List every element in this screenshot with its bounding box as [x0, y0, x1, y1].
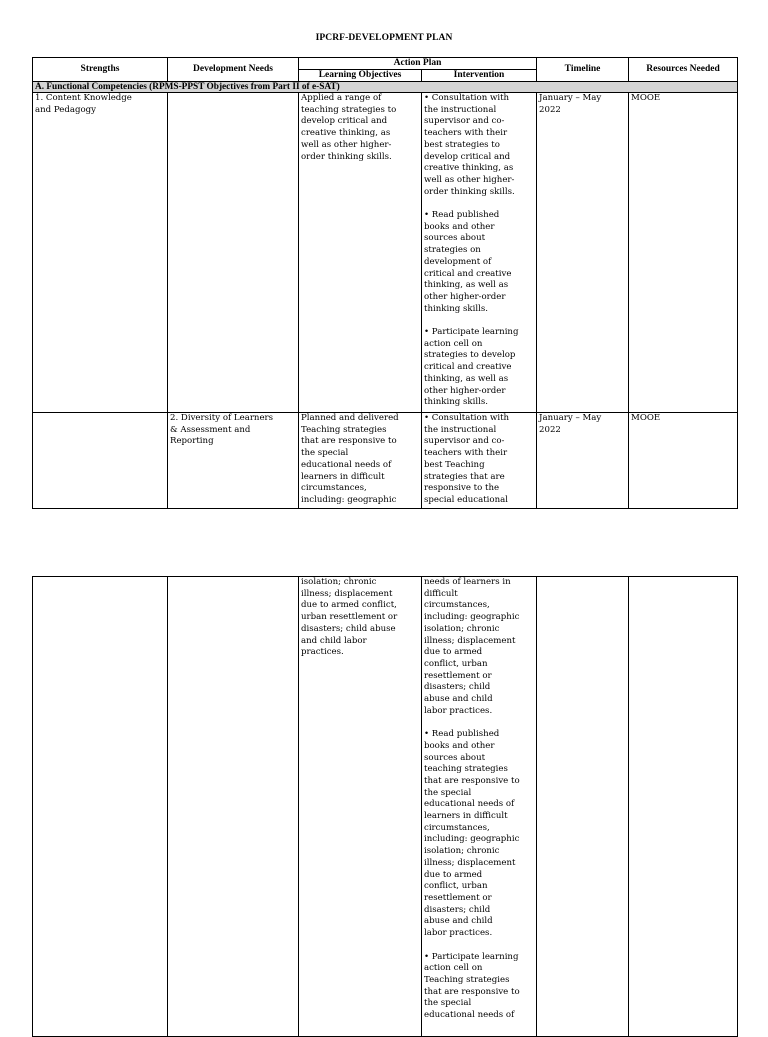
development-needs-cell — [168, 577, 299, 1037]
strengths-cell: 1. Content Knowledge and Pedagogy — [33, 93, 168, 413]
header-learning-objectives: Learning Objectives — [299, 70, 422, 82]
timeline-cell — [537, 577, 629, 1037]
document-title: IPCRF-DEVELOPMENT PLAN — [315, 33, 453, 43]
resources-cell: MOOE — [629, 413, 738, 509]
development-plan-table-continued — [32, 576, 738, 1037]
header-development-needs: Development Needs — [168, 58, 299, 82]
resources-cell — [629, 577, 738, 1037]
intervention-cell: • Consultation with the instructional supervisor and co- teachers with their best Teaching strategies that are responsive to the special educational — [422, 413, 537, 509]
learning-objectives-cell: Applied a range of teaching strategies to develop critical and creative thinking, as well as other higher- order thinking skills. — [299, 93, 422, 413]
table-row — [33, 577, 738, 1037]
table-row — [33, 413, 738, 509]
development-needs-cell — [168, 93, 299, 413]
development-needs-cell: 2. Diversity of Learners & Assessment and Reporting — [168, 413, 299, 509]
timeline-cell: January – May 2022 — [537, 93, 629, 413]
learning-objectives-cell: isolation; chronic illness; displacement due to armed conflict, urban resettlement or disasters; child abuse and child labor practices. — [299, 577, 422, 1037]
header-intervention: Intervention — [422, 70, 537, 82]
table-row — [33, 93, 738, 413]
header-action-plan: Action Plan — [299, 58, 537, 70]
strengths-cell — [33, 413, 168, 509]
intervention-cell: • Consultation with the instructional supervisor and co- teachers with their best strategies to develop critical and creative thinking, as well as other higher- order thinking skills. • Read published books and other sources about strategies on development of critical and creative thinking, as well as other higher-order thinking skills. • Participate learning action cell on strategies to develop critical and creative thinking, as well as other higher-order thinking skills. — [422, 93, 537, 413]
intervention-cell: needs of learners in difficult circumstances, including: geographic isolation; chronic illness; displacement due to armed conflict, urban resettlement or disasters; child abuse and child labor practices. • Read published books and other sources about teaching strategies that are responsive to the special educational needs of learners in difficult circumstances, including: geographic isolation; chronic illness; displacement due to armed conflict, urban resettlement or disasters; child abuse and child labor practices. • Participate learning action cell on Teaching strategies that are responsive to the special educational needs of — [422, 577, 537, 1037]
strengths-cell — [33, 577, 168, 1037]
timeline-cell: January – May 2022 — [537, 413, 629, 509]
learning-objectives-cell: Planned and delivered Teaching strategies that are responsive to the special educational needs of learners in difficult circumstances, including: geographic — [299, 413, 422, 509]
header-resources-needed: Resources Needed — [629, 58, 738, 82]
header-strengths: Strengths — [33, 58, 168, 82]
resources-cell: MOOE — [629, 93, 738, 413]
development-plan-table — [32, 57, 738, 509]
section-functional-competencies: A. Functional Competencies (RPMS-PPST Objectives from Part II of e-SAT) — [33, 82, 738, 93]
header-timeline: Timeline — [537, 58, 629, 82]
